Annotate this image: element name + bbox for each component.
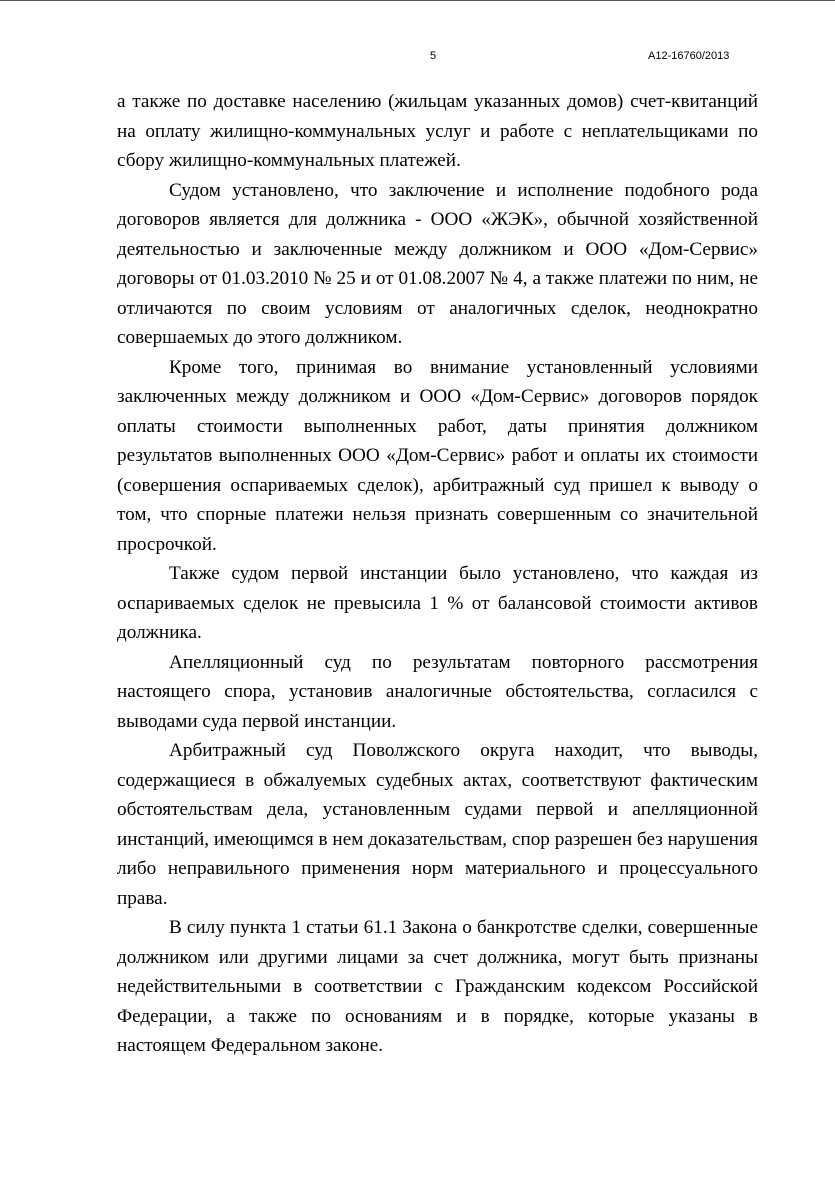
case-number: А12-16760/2013 — [648, 50, 730, 62]
paragraph: Апелляционный суд по результатам повторного рассмотрения настоящего спора, установив аналогичные обстоятельства, согласился с выводами суда первой инстанции. — [117, 651, 758, 732]
document-body — [117, 87, 758, 1061]
paragraph: Кроме того, принимая во внимание установленный условиями заключенных между должником и ООО «Дом-Сервис» договоров порядок оплаты стоимости выполненных работ, даты принятия должником результатов выполненных ООО «Дом-Сервис» работ и оплаты их стоимости (совершения оспариваемых сделок), арбитражный суд пришел к выводу о том, что спорные платежи нельзя признать совершенным со значительной просрочкой. — [117, 356, 758, 555]
paragraph-continuation: а также по доставке населению (жильцам указанных домов) счет-квитанций на оплату жилищно-коммунальных услуг и работе с неплательщиками по сбору жилищно-коммунальных платежей. — [117, 91, 758, 171]
paragraph: Также судом первой инстанции было установлено, что каждая из оспариваемых сделок не превысила 1 % от балансовой стоимости активов должника. — [117, 563, 758, 643]
page-number: 5 — [430, 50, 437, 62]
paragraph: Судом установлено, что заключение и исполнение подобного рода договоров является для должника - ООО «ЖЭК», обычной хозяйственной деятельностью и заключенные между должником и ООО «Дом-Сервис» договоры от 01.03.2010 № 25 и от 01.08.2007 № 4, а также платежи по ним, не отличаются по своим условиям от аналогичных сделок, неоднократно совершаемых до этого должником. — [117, 179, 758, 348]
paragraph: В силу пункта 1 статьи 61.1 Закона о банкротстве сделки, совершенные должником или другими лицами за счет должника, могут быть признаны недействительными в соответствии с Гражданским кодексом Российской Федерации, а также по основаниям и в порядке, которые указаны в настоящем Федеральном законе. — [117, 917, 758, 1056]
paragraph: Арбитражный суд Поволжского округа находит, что выводы, содержащиеся в обжалуемых судебных актах, соответствуют фактическим обстоятельствам дела, установленным судами первой и апелляционной инстанций, имеющимся в нем доказательствам, спор разрешен без нарушения либо неправильного применения норм материального и процессуального права. — [117, 740, 758, 909]
